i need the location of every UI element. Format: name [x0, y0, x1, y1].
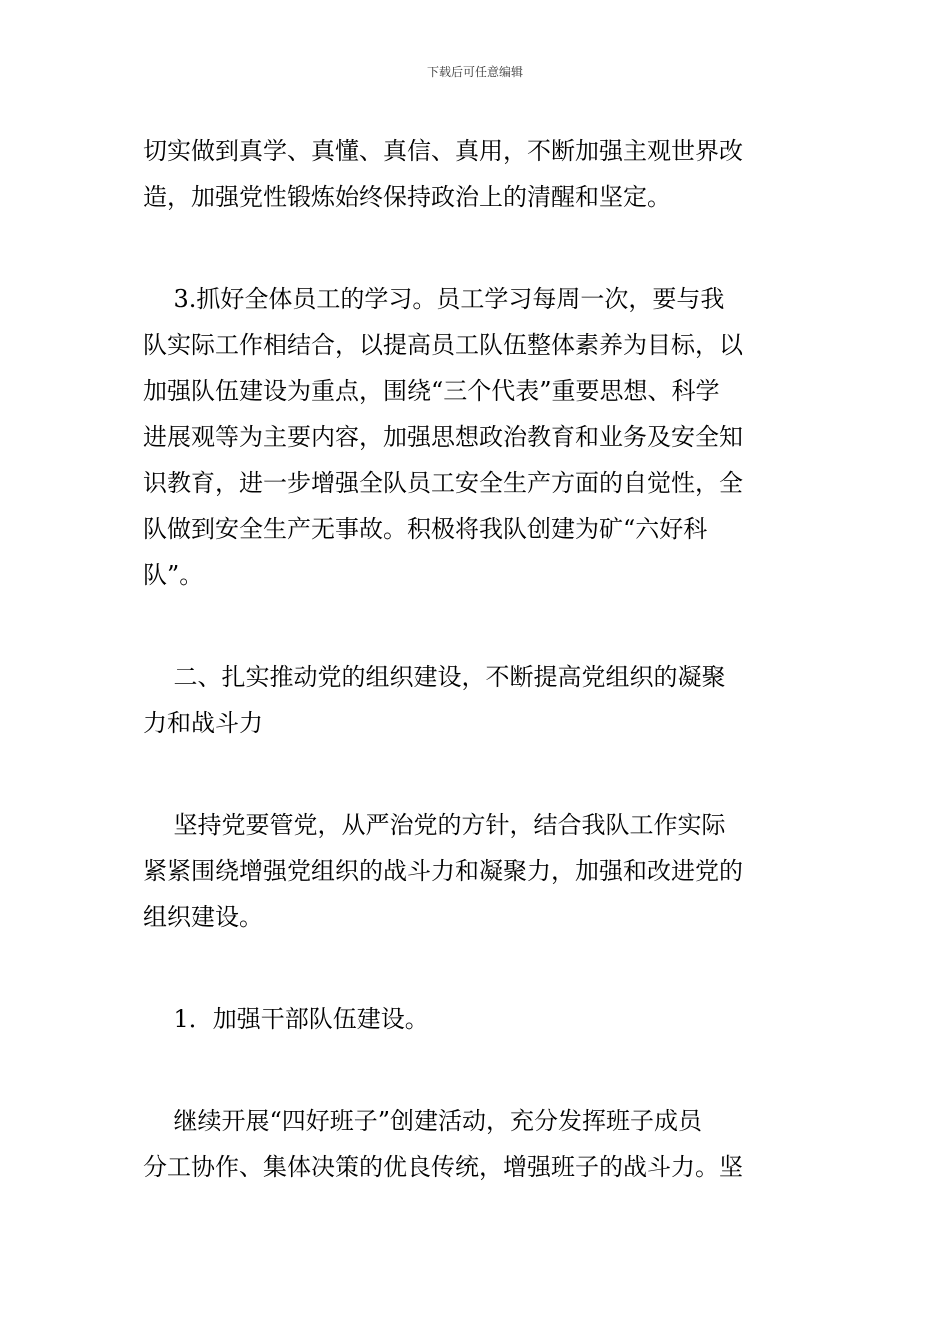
paragraph	[143, 1098, 807, 1190]
text-line: 力和战斗力	[143, 709, 263, 737]
text-line: 队实际工作相结合，以提高员工队伍整体素养为目标，以	[143, 331, 743, 359]
text-line: 继续开展“四好班子”创建活动，充分发挥班子成员	[143, 1107, 703, 1135]
paragraph	[143, 128, 807, 220]
text-line: 加强队伍建设为重点，围绕“三个代表”重要思想、科学	[143, 377, 720, 405]
text-line: 1．加强干部队伍建设。	[143, 1005, 429, 1033]
document-body	[143, 128, 807, 1190]
subsection-heading	[143, 996, 807, 1042]
text-line: 分工协作、集体决策的优良传统，增强班子的战斗力。坚	[143, 1153, 743, 1181]
text-line: 组织建设。	[143, 903, 263, 931]
paragraph	[143, 276, 807, 598]
text-line: 二、扎实推动党的组织建设，不断提高党组织的凝聚	[143, 663, 726, 691]
text-line: 造，加强党性锻炼始终保持政治上的清醒和坚定。	[143, 183, 671, 211]
header-note: 下载后可任意编辑	[426, 65, 523, 79]
text-line: 紧紧围绕增强党组织的战斗力和凝聚力，加强和改进党的	[143, 857, 743, 885]
text-line: 3.抓好全体员工的学习。员工学习每周一次，要与我	[143, 285, 725, 313]
section-heading	[143, 654, 807, 746]
text-line: 识教育，进一步增强全队员工安全生产方面的自觉性，全	[143, 469, 743, 497]
text-line: 坚持党要管党，从严治党的方针，结合我队工作实际	[143, 811, 726, 839]
text-line: 切实做到真学、真懂、真信、真用，不断加强主观世界改	[143, 137, 743, 165]
text-line: 进展观等为主要内容，加强思想政治教育和业务及安全知	[143, 423, 743, 451]
paragraph	[143, 802, 807, 940]
text-line: 队做到安全生产无事故。积极将我队创建为矿“六好科	[143, 515, 708, 543]
text-line: 队”。	[143, 561, 204, 589]
